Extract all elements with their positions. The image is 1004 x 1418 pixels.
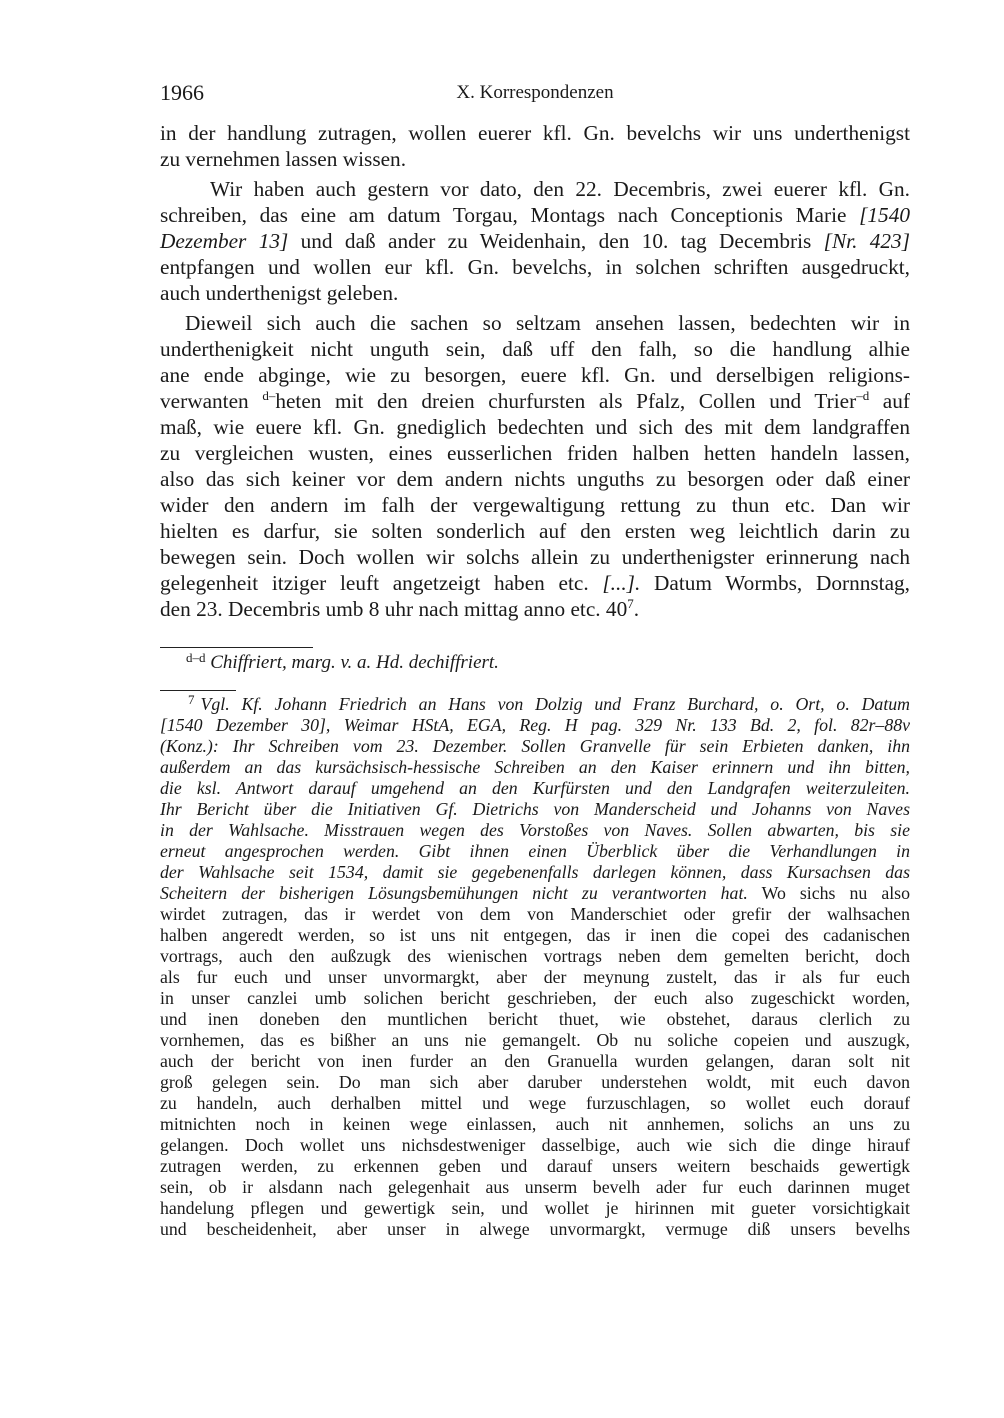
footnote-line: zu handeln, auch derhalben mittel und wege furzuschlagen, so wollet euch dorauf: [160, 1093, 910, 1113]
footnote-line: erneut angesprochen werden. Gibt ihnen einen Überblick über die Verhandlungen in: [160, 841, 910, 861]
footnote-line: als fur euch und unser unvormargkt, aber der meynung zustelt, das ir als fur euch: [160, 967, 910, 987]
text-line: entpfangen und wollen eur kfl. Gn. bevelchs, in solchen schriften ausgedruckt,: [160, 255, 910, 279]
text-line: zu vergleichen wusten, eines eusserlichen friden halben hetten handeln lassen,: [160, 441, 910, 465]
apparatus-text: Chiffriert, marg. v. a. Hd. dechiffriert.: [210, 652, 499, 673]
editorial-insert: [Nr. 423]: [823, 229, 910, 253]
footnote-line: die ksl. Antwort darauf umgehend an den Kurfürsten und den Landgrafen weiterzuleiten.: [160, 778, 910, 798]
footnote-line: gelangen. Doch wollet uns nichsdestweniger dasselbige, auch wie sich die dinge hirauf: [160, 1135, 910, 1155]
footnote-rule: [160, 690, 236, 691]
text-line: Wir haben auch gestern vor dato, den 22. Decembris, zwei euerer kfl. Gn.: [210, 177, 910, 201]
footnote-7: [160, 694, 910, 1240]
footnote-line: $^7$ Vgl. Kf. Johann Friedrich an Hans von Dolzig und Franz Burchard, o. Ort, o. Datum: [188, 692, 910, 714]
footnote-line: außerdem an das kursächsisch-hessische Schreiben an den Kaiser erinnern und ihn bitten,: [160, 757, 910, 777]
text-line: also das sich keiner vor dem andern nichts unguths zu besorgen oder daß einer: [160, 467, 910, 491]
text-line: Dezember 13] und daß ander zu Weidenhain, den 10. tag Decembris [Nr. 423]: [160, 229, 910, 253]
main-text: [160, 120, 910, 622]
page-header: [160, 80, 910, 108]
text-line: den 23. Decembris umb 8 uhr nach mittag anno etc. $40^7$.: [160, 596, 640, 621]
footnote-line: und bescheidenheit, aber unser in alwege unvormargkt, vermuge diß unsers bevelhs: [160, 1219, 910, 1239]
footnote-line: und inen doneben den muntlichen bericht thuet, wie obstehet, daraus clerlich zu: [160, 1009, 910, 1029]
paragraph-3: [160, 310, 910, 622]
footnote-line: auch der bericht von inen furder an den Granuella wurden gelangen, daran solt nit: [160, 1051, 910, 1071]
text-apparatus-note: [186, 651, 499, 675]
text-line: maß, wie euere kfl. Gn. gnediglich bedechten und sich des mit dem landgraffen: [160, 415, 910, 439]
footnote-mark: 7: [188, 692, 195, 707]
footnote-line: Scheitern der bisherigen Lösungsbemühungen nicht zu verantworten hat. Wo sichs nu also: [160, 883, 910, 903]
footnote-line: handelung pflegen und gewertigk sein, und wollet je hirinnen mit gueter vorsichtigkait: [160, 1198, 910, 1218]
footnote-line: zutragen werden, zu erkennen geben und darauf unsers weitern beschaids gewertigk: [160, 1156, 910, 1176]
footnote-line: in der Wahlsache. Misstrauen wegen des Vorstoßes von Naves. Sollen abwarten, bis sie: [160, 820, 910, 840]
text-line: auch underthenigst geleben.: [160, 281, 399, 305]
page-number: 1966: [160, 80, 204, 105]
editorial-insert: Dezember 13]: [160, 229, 289, 253]
apparatus-mark-open: d–: [262, 388, 276, 403]
text-line: in der handlung zutragen, wollen euerer kfl. Gn. bevelchs wir uns underthenigst: [160, 121, 910, 145]
editorial-insert: [...].: [602, 571, 641, 595]
footnote-line: in unser canzlei umb solichen bericht geschrieben, der euch also zugeschickt worden,: [160, 988, 910, 1008]
footnote-line: wirdet zutragen, das ir werdet von dem von Manderschiet oder grefir der walhsachen: [160, 904, 910, 924]
text-line: wider den andern im falh der vergewaltigung rettung zu thun etc. Dan wir: [160, 493, 910, 517]
footnote-line: vornhemen, das es bißher an uns nie gemangelt. Ob nu soliche copeien und auszugk,: [160, 1030, 910, 1050]
text-line: zu vernehmen lassen wissen.: [160, 147, 407, 171]
footnote-line: sein, ob ir alsdann nach gelegenhait aus unserm bevelh ader fur euch darinnen muget: [160, 1177, 910, 1197]
apparatus-rule: [160, 647, 313, 648]
footnote-line: groß gelegen sein. Do man sich aber daruber understehen woldt, mit euch davon: [160, 1072, 910, 1092]
footnote-reference: 7: [627, 596, 634, 611]
text-line: bewegen sein. Doch wollen wir solchs allein zu underthenigster erinnerung nach: [160, 545, 910, 569]
text-line: gelegenheit itziger leuft angetzeigt haben etc. [...]. Datum Wormbs, Dornnstag,: [160, 571, 911, 595]
editorial-insert: [1540: [859, 203, 910, 227]
paragraph-1: [160, 120, 910, 172]
text-line: hielten es darfur, sie solten sonderlich auf den ersten weg leichtlich darin zu: [160, 519, 910, 543]
footnote-line: mitnichten noch in keinen wege einlassen, auch nit annhemen, solichs an uns zu: [160, 1114, 910, 1134]
running-title: X. Korrespondenzen: [456, 82, 614, 103]
text-line: ane ende abginge, wie zu besorgen, euere kfl. Gn. und derselbigen religions-: [160, 363, 910, 387]
footnote-line: Ihr Bericht über die Initiativen Gf. Dietrichs von Manderscheid und Johanns von Naves: [160, 799, 910, 819]
apparatus-mark: d–d: [186, 650, 206, 665]
footnote-line: (Konz.): Ihr Schreiben vom 23. Dezember. Sollen Granvelle für sein Erbieten danken, ihn: [160, 736, 910, 756]
paragraph-2: [160, 176, 910, 306]
text-line: schreiben, das eine am datum Torgau, Montags nach Conceptionis Marie [1540: [160, 203, 910, 227]
apparatus-mark-close: –d: [856, 388, 870, 403]
footnote-line: [1540 Dezember 30], Weimar HStA, EGA, Reg. H pag. 329 Nr. 133 Bd. 2, fol. 82r–88v: [160, 715, 910, 735]
text-line: underthenigkeit nicht unguth sein, daß uff den falh, so die handlung alhie: [160, 337, 910, 361]
footnote-line: halben angeredt werden, so ist uns nit entgegen, das ir inen die copei des cadanischen: [160, 925, 910, 945]
footnote-line: vortrags, auch den außzugk des wienischen vortrags neben dem gemelten bericht, doch: [160, 946, 910, 966]
text-line: verwanten $^{d-}$heten mit den dreien churfursten als Pfalz, Collen und Trier$^{-d}$ auf: [160, 388, 910, 413]
text-line: Dieweil sich auch die sachen so seltzam ansehen lassen, bedechten wir in: [185, 311, 910, 335]
footnote-line: der Wahlsache seit 1534, damit sie gegebenenfalls darlegen können, dass Kursachsen das: [160, 862, 910, 882]
